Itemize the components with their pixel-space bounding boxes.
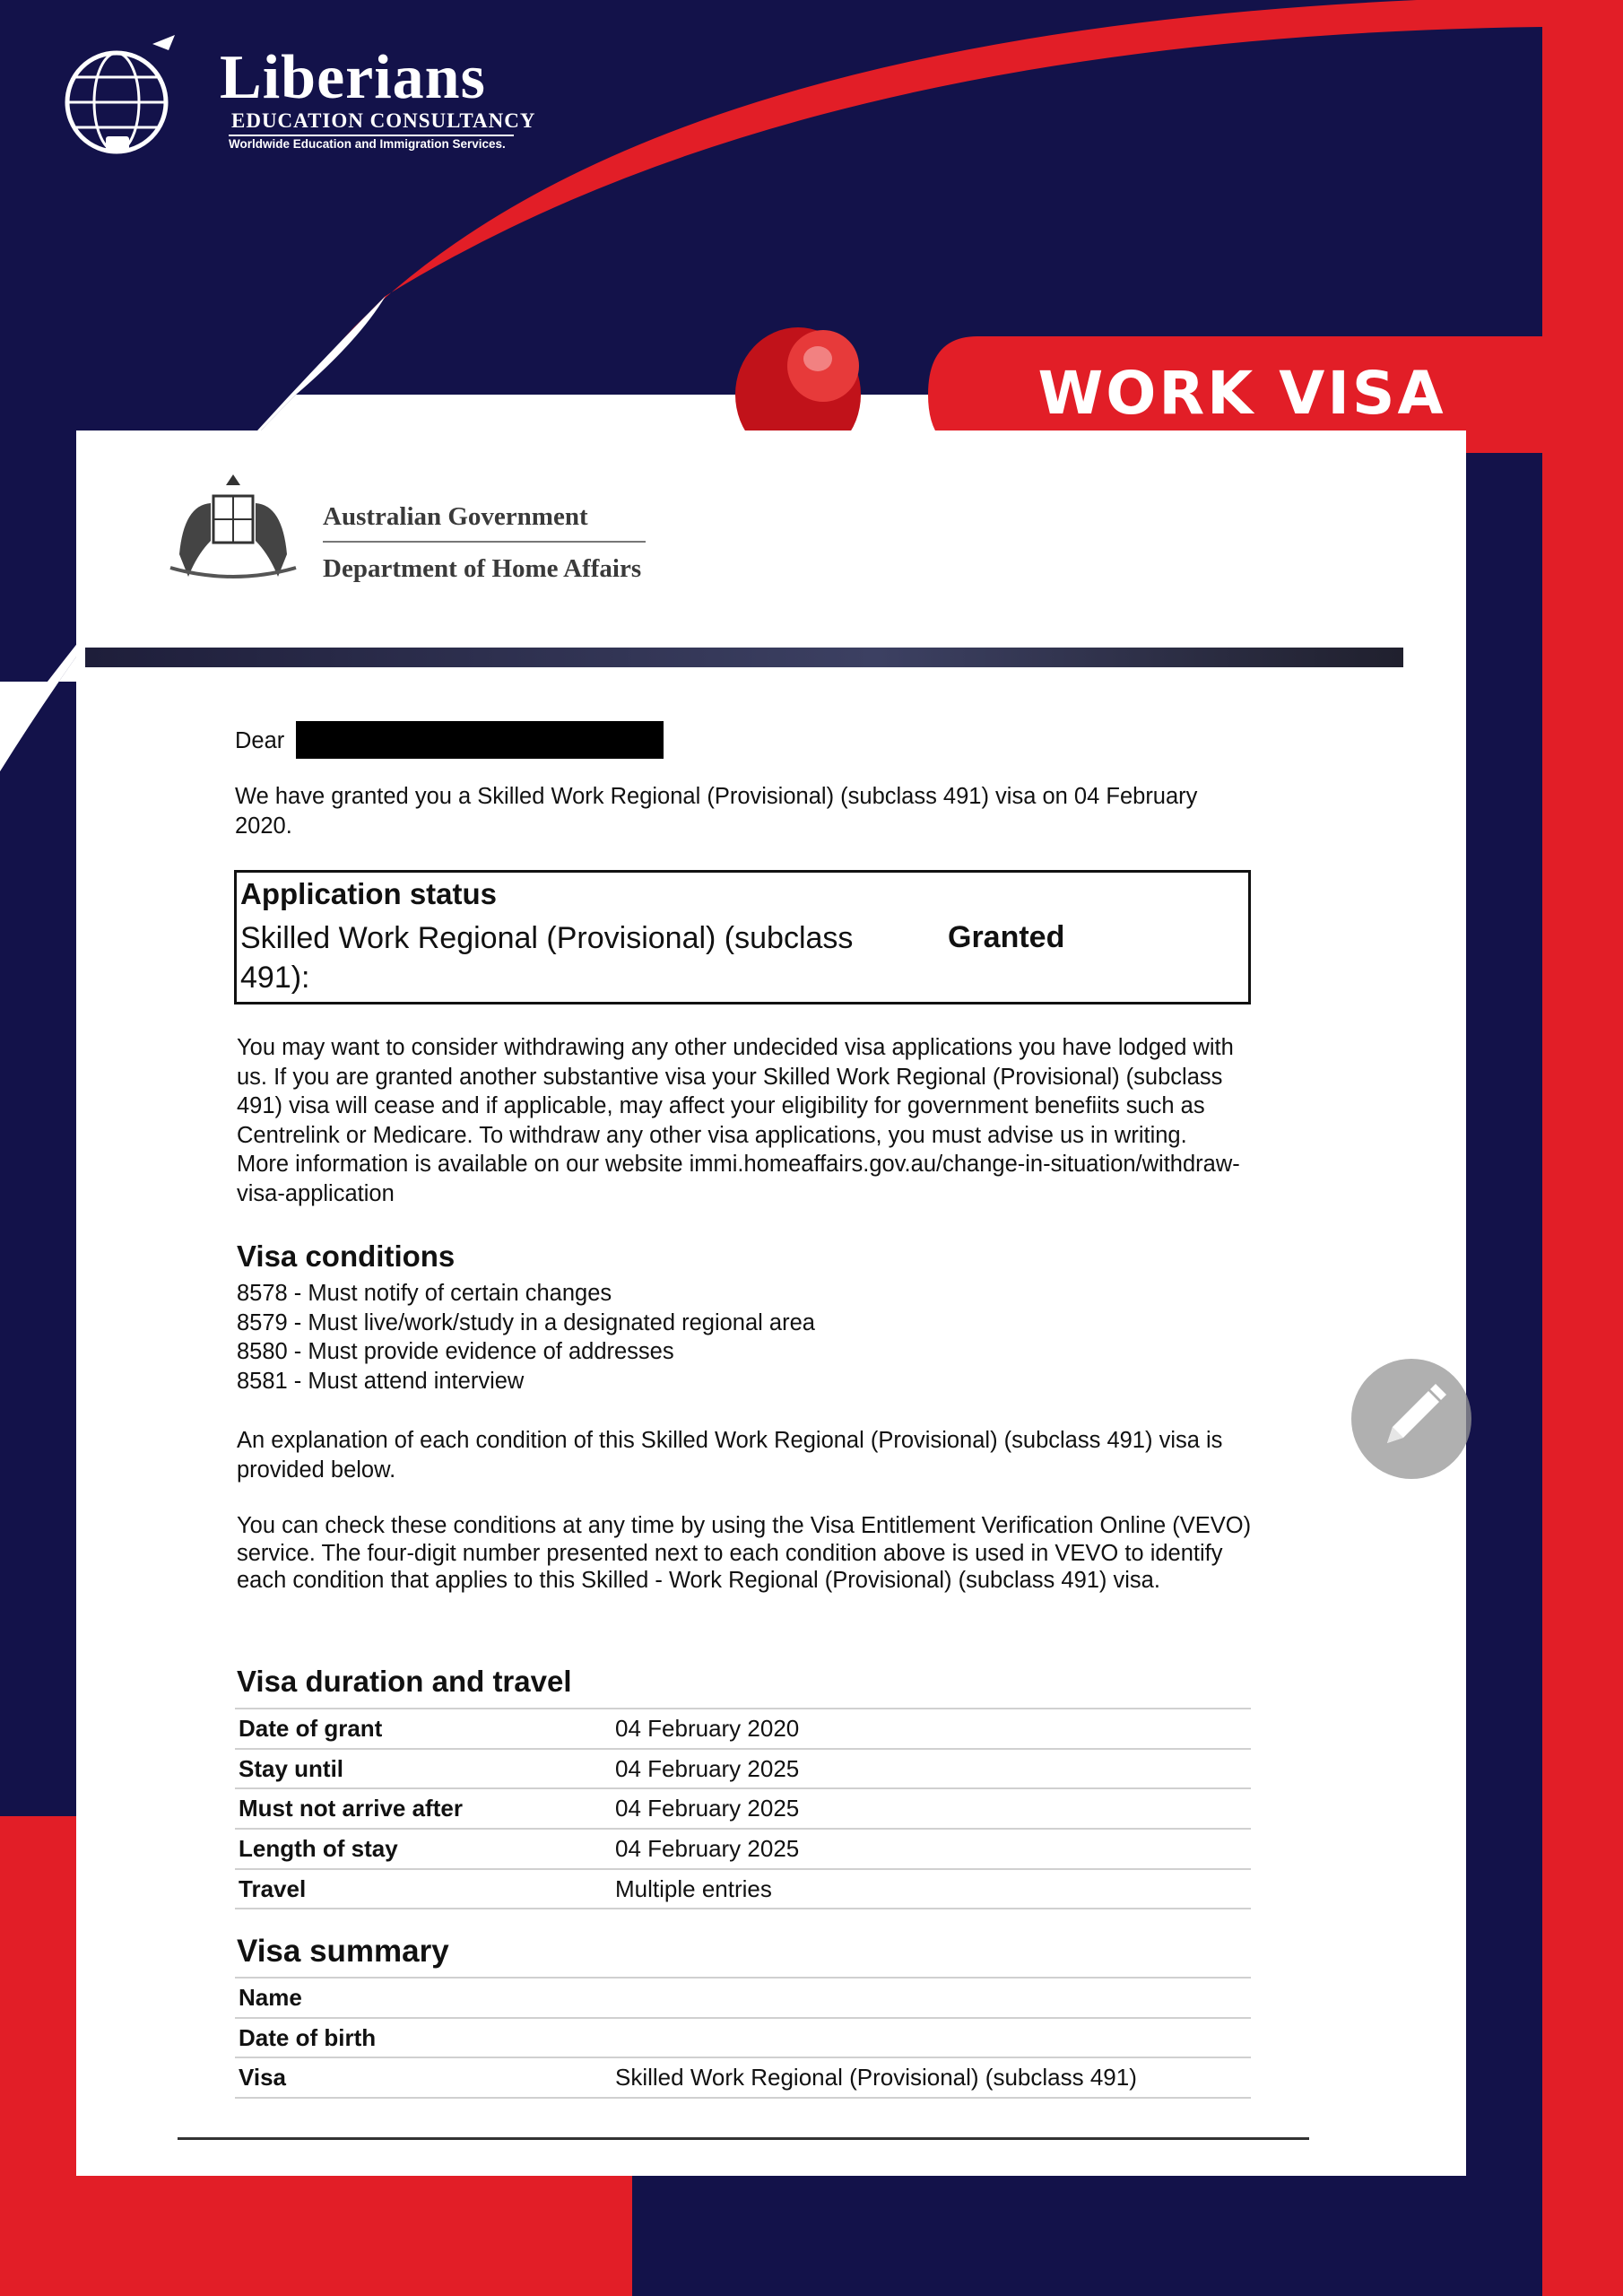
row-value: 04 February 2025: [615, 1795, 800, 1822]
visa-summary-table: [235, 1977, 1251, 2099]
visa-conditions-list: [237, 1279, 815, 1396]
table-row: [235, 1828, 1251, 1868]
letter-header-bar: [85, 648, 1403, 667]
row-label: Stay until: [239, 1754, 344, 1782]
table-row: [235, 2017, 1251, 2057]
brand-divider: [229, 135, 514, 136]
visa-duration-heading: Visa duration and travel: [237, 1665, 572, 1698]
work-visa-banner: WORK VISA: [1037, 359, 1446, 428]
table-row: [235, 1868, 1251, 1910]
condition-item: 8581 - Must attend interview: [237, 1368, 525, 1394]
row-label: Must not arrive after: [239, 1795, 463, 1822]
condition-item: 8579 - Must live/work/study in a designated regional area: [237, 1309, 815, 1335]
edit-button[interactable]: [1351, 1359, 1471, 1479]
brand-subtitle: EDUCATION CONSULTANCY: [231, 109, 536, 132]
row-value: 04 February 2025: [615, 1835, 800, 1863]
table-row: [235, 1787, 1251, 1828]
row-value: Multiple entries: [615, 1874, 772, 1902]
table-row: [235, 2057, 1251, 2099]
condition-item: 8578 - Must notify of certain changes: [237, 1281, 612, 1306]
brand-name: Liberians: [220, 43, 486, 112]
application-status-value: Granted: [948, 920, 1065, 954]
condition-item: 8580 - Must provide evidence of addresses: [237, 1339, 674, 1364]
table-row: [235, 1748, 1251, 1788]
row-label: Date of grant: [239, 1715, 383, 1742]
row-label: Length of stay: [239, 1835, 398, 1863]
row-label: Date of birth: [239, 2023, 377, 2051]
application-status-label: Skilled Work Regional (Provisional) (subclass 491):: [240, 921, 854, 995]
grant-intro: We have granted you a Skilled Work Regional (Provisional) (subclass 491) visa on 04 February 2020.: [235, 784, 1198, 839]
row-value: Skilled Work Regional (Provisional) (subclass 491): [615, 2064, 1137, 2092]
row-value: 04 February 2020: [615, 1715, 800, 1742]
agency-line-2: Department of Home Affairs: [323, 554, 642, 583]
row-label: Visa: [239, 2064, 287, 2092]
vevo-paragraph: You can check these conditions at any time by using the Visa Entitlement Verification Online (VEVO) service. The four-digit number presented next to each condition above is used in VEVO to identify each condition that applies to this Skilled - Work Regional (Provisional) (subclass 491) visa.: [237, 1513, 1252, 1593]
agency-divider: [323, 541, 646, 543]
agency-line-1: Australian Government: [323, 502, 588, 531]
application-status-title: Application status: [240, 877, 498, 910]
brand-tagline: Worldwide Education and Immigration Services.: [229, 137, 506, 151]
pencil-icon: [1351, 1359, 1471, 1479]
row-label: Name: [239, 1984, 302, 2011]
visa-summary-heading: Visa summary: [237, 1934, 449, 1969]
table-row: [235, 1708, 1251, 1748]
withdraw-paragraph: You may want to consider withdrawing any other undecided visa applications you have lodged with us. If you are granted another substantive visa your Skilled Work Regional (Provisional) (subclass 491) visa will cease and if applicable, may affect your eligibility for government benefiits such as Centrelink or Medicare. To withdraw any other visa applications, you must advise us in writing. More information is available on our website immi.homeaffairs.gov.au/change-in-situation/withdraw-visa-application: [237, 1035, 1240, 1206]
row-value: 04 February 2025: [615, 1754, 800, 1782]
row-label: Travel: [239, 1874, 307, 1902]
explanation-paragraph: An explanation of each condition of this Skilled Work Regional (Provisional) (subclass 491) visa is provided below.: [237, 1428, 1223, 1483]
globe-airplane-logo: [63, 30, 179, 183]
coat-of-arms-icon: [161, 469, 305, 586]
redacted-name: [296, 721, 664, 759]
table-row: [235, 1977, 1251, 2017]
visa-duration-table: [235, 1708, 1251, 1909]
footer-rule: [178, 2137, 1309, 2140]
salutation: Dear: [235, 728, 285, 753]
visa-conditions-heading: Visa conditions: [237, 1239, 456, 1273]
